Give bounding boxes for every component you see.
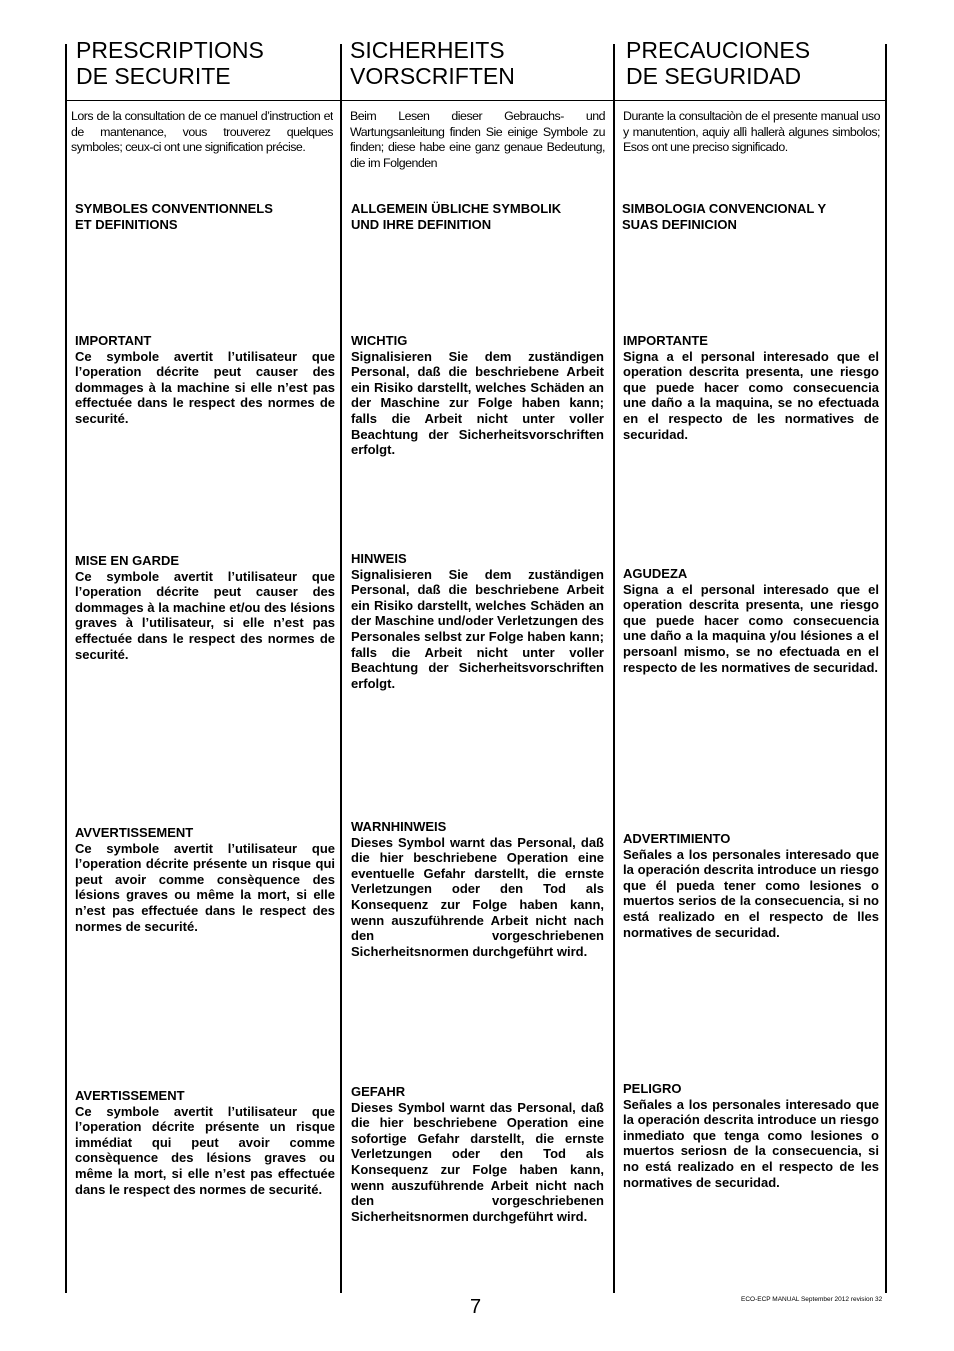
conventions-heading: ALLGEMEIN ÜBLICHE SYMBOLIK UND IHRE DEFINITION [351, 201, 562, 232]
intro-text: Lors de la consultation de ce manuel d’instruction et de mantenance, vous trouverez quelques symboles; ceux-ci ont une signification précise. [71, 109, 333, 154]
symbol-definition: HINWEIS Signalisieren Sie dem zuständigen Personal, daß die beschriebene Arbeit ein Risiko darstellt, welches Schäden an der Maschine und/oder Verletzungen des Personales selbst zur Folge haben kann; falls die Arbeit nicht unter voller Beachtung der Sicherheitsvorschriften erfolgt. [351, 551, 604, 691]
column-divider [340, 44, 342, 1293]
conventions-heading: SIMBOLOGIA CONVENCIONAL Y SUAS DEFINICION [622, 201, 827, 232]
intro-text: Durante la consultaciòn de el presente manual uso y manutention, aquiy allì hallerà algunes simbolos; Esos ont une preciso significado. [623, 109, 880, 154]
symbol-definition: IMPORTANTE Signa a el personal interesado que el operation descrita presenta, une riesgo que puede hacer como consecuencia une daño a la maquina, se no efectuada en el respecto de les normatives de securidad. [623, 333, 879, 442]
symbol-definition: IMPORTANT Ce symbole avertit l’utilisateur que l’operation décrite peut causer des dommages à la machine si elle n’est pas effectuée dans le respect des normes de securité. [75, 333, 335, 426]
symbol-definition: PELIGRO Señales a los personales interesado que la operación descrita introduce un riesgo inmediato que tenga como lesiones o muertos seriosn de la consecuencia, si no está realizado en el respecto de les normatives de securidad. [623, 1081, 879, 1190]
symbol-definition: ADVERTIMIENTO Señales a los personales interesado que la operación descrita introduce un riesgo que él pueda tener como lesiones o muertos serios de la consecuencia, si no está realizado en el respecto de lles normatives de securidad. [623, 831, 879, 940]
symbol-definition: AVERTISSEMENT Ce symbole avertit l’utilisateur que l’operation décrite présente un risque immédiat qui peut avoir comme consèquence des lésions graves ou même la mort, si elle n’est pas effectuée dans le respect des normes de securité. [75, 1088, 335, 1197]
symbol-definition: WICHTIG Signalisieren Sie dem zuständigen Personal, daß die beschriebene Arbeit ein Risiko darstellt, welches Schäden an der Maschine zur Folge haben kann; falls die Arbeit nicht unter voller Beachtung der Sicherheitsvorschriften erfolgt. [351, 333, 604, 458]
column-divider [613, 44, 615, 1293]
symbol-definition: AVVERTISSEMENT Ce symbole avertit l’utilisateur que l’operation décrite présente un risque qui peut avoir comme consèquence des lésions graves ou même la mort, si elle n’est pas effectuée dans le respect des normes de securité. [75, 825, 335, 934]
conventions-heading: SYMBOLES CONVENTIONNELS ET DEFINITIONS [75, 201, 273, 232]
symbol-definition: WARNHINWEIS Dieses Symbol warnt das Personal, daß die hier beschriebene Operation eine eventuelle Gefahr darstellt, die ernste Verletzungen oder den Tod als Konsequenz zur Folge haben kann, wenn auszuführende Arbeit nicht nach den vorgeschriebenen Sicherheitsnormen durchgeführt wird. [351, 819, 604, 959]
column-divider [65, 44, 67, 1293]
intro-text: Beim Lesen dieser Gebrauchs- und Wartungsanleitung finden Sie einige Symbole zu finden; diese habe eine ganz genaue Bedeutung, die im Folgenden [350, 109, 605, 170]
column-divider [885, 44, 887, 1293]
page-number: 7 [470, 1296, 482, 1318]
symbol-definition: AGUDEZA Signa a el personal interesado que el operation descrita presenta, une riesgo que puede hacer como consecuencia une daño a la maquina y/ou lésiones a el persoanl mismo, se no efectuada en el respecto de les normatives de securidad. [623, 566, 879, 675]
column-title: PRECAUCIONES DE SEGURIDAD [626, 37, 811, 89]
column-title: SICHERHEITS VORSCRIFTEN [350, 37, 515, 89]
symbol-definition: GEFAHR Dieses Symbol warnt das Personal, daß die hier beschriebene Operation eine sofortige Gefahr darstellt, die ernste Verletzungen oder den Tod als Konsequenz zur Folge haben kann, wenn auszuführende Arbeit nicht nach den vorgeschriebenen Sicherheitsnormen durchgeführt wird. [351, 1084, 604, 1224]
title-rule [66, 100, 886, 101]
symbol-definition: MISE EN GARDE Ce symbole avertit l’utilisateur que l’operation décrite peut causer des dommages à la machine et/ou des lésions graves à l’utilisateur, si elle n’est pas effectuée dans le respect des normes de securité. [75, 553, 335, 662]
footer-revision: ECO-ECP MANUAL September 2012 revision 32 [741, 1296, 883, 1303]
column-title: PRESCRIPTIONS DE SECURITE [76, 37, 264, 89]
